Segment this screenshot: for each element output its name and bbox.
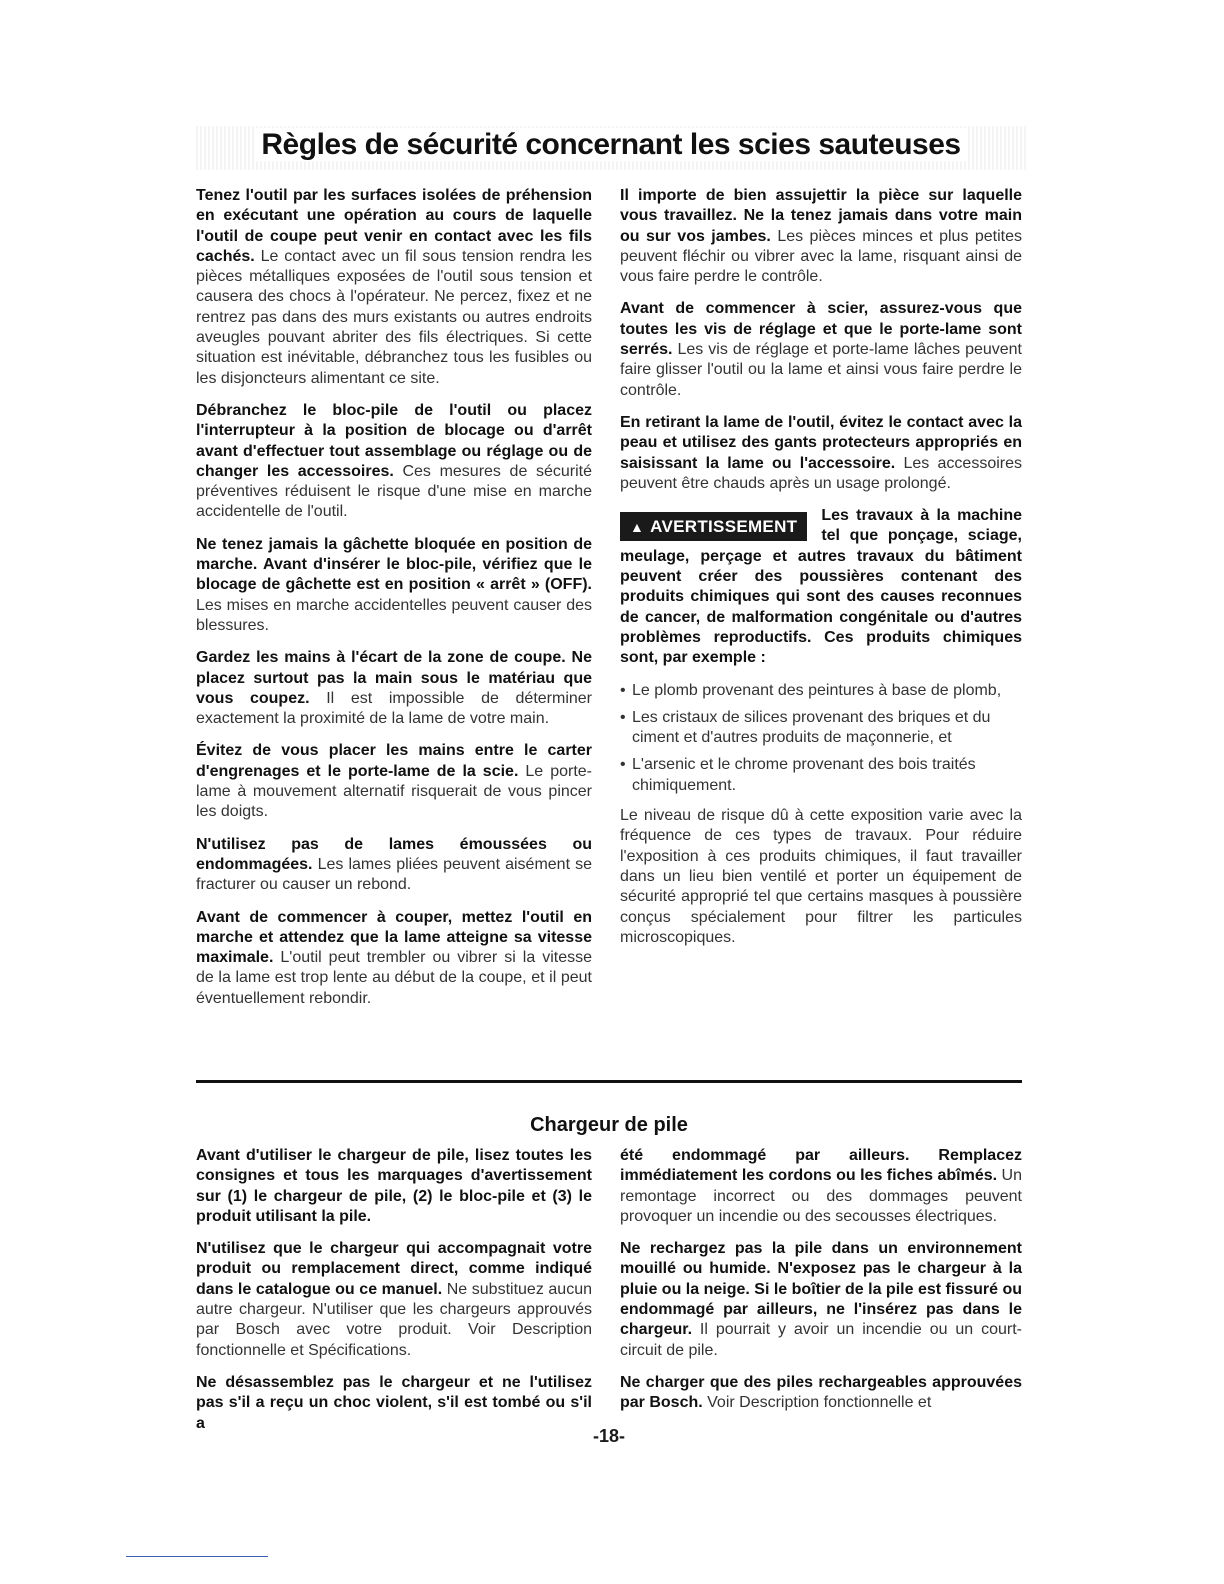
paragraph: été endommagé par ailleurs. Remplacez immédiatement les cordons ou les fiches abîmés. Un remontage incorrect ou des dommages peuvent provoquer un incendie ou des secousses électriques. bbox=[620, 1147, 1023, 1225]
paragraph: Débranchez le bloc-pile de l'outil ou placez l'interrupteur à la position de blocage ou d'arrêt avant d'effectuer tout assemblage ou réglage ou de changer les accessoires. Ces mesures de sécurité préventives réduisent le risque d'une mise en marche accidentelle de l'outil. bbox=[196, 401, 593, 521]
paragraph: N'utilisez que le chargeur qui accompagnait votre produit ou remplacement direct, comme indiqué dans le catalogue ou ce manuel. Ne substituez aucun autre chargeur. N'utiliser que les chargeurs approuvés par Bosch avec votre produit. Voir Description fonctionnelle et Spécifications. bbox=[196, 1240, 593, 1359]
paragraph: Avant de commencer à scier, assurez-vous que toutes les vis de réglage et que le porte-lame sont serrés. Les vis de réglage et porte-lame lâches peuvent faire glisser l'outil ou la lame et ainsi vous faire perdre le contrôle. bbox=[620, 300, 1022, 399]
section-divider bbox=[196, 1080, 1022, 1083]
warning-triangle-icon: ▲ bbox=[630, 519, 645, 536]
footer-line bbox=[126, 1556, 268, 1557]
paragraph: N'utilisez pas de lames émoussées ou endommagées. Les lames pliées peuvent aisément se fracturer ou causer un rebond. bbox=[196, 835, 592, 894]
paragraph: En retirant la lame de l'outil, évitez le contact avec la peau et utilisez des gants protecteurs appropriés en saisissant la lame ou l'accessoire. Les accessoires peuvent être chauds après un usage prolongé. bbox=[620, 413, 1022, 492]
paragraph: Ne rechargez pas la pile dans un environnement mouillé ou humide. N'exposez pas le chargeur à la pluie ou la neige. Si le boîtier de la pile est fissuré ou endommagé par ailleurs, ne l'insérez pas dans le chargeur. Il pourrait y avoir un incendie ou un court-circuit de pile. bbox=[620, 1240, 1022, 1359]
paragraph: Tenez l'outil par les surfaces isolées de préhension en exécutant une opération au cours de laquelle l'outil de coupe peut venir en contact avec les fils cachés. Le contact avec un fil sous tension rendra les pièces métalliques exposées de l'outil sous tension et causera des chocs à l'opérateur. Ne percez, fixez et ne rentrez pas dans des murs existants ou autres endroits aveugles pouvant abriter des fils électriques. Si cette situation est inévitable, débranchez tous les fusibles ou les disjoncteurs alimentant ce site. bbox=[196, 187, 592, 387]
warning-closing: Le niveau de risque dû à cette exposition varie avec la fréquence de ces types de travaux. Pour réduire l'exposition à ces produits chimiques, il faut travailler dans un lieu bien ventilé et porter un équipement de sécurité approprié tel que certains masques à poussière conçus spécialement pour filtrer les particules microscopiques. bbox=[620, 807, 1022, 946]
warning-badge: ▲ AVERTISSEMENT bbox=[620, 512, 807, 541]
list-item: • L'arsenic et le chrome provenant des bois traités chimiquement. bbox=[620, 755, 1022, 796]
paragraph: Il importe de bien assujettir la pièce sur laquelle vous travaillez. Ne la tenez jamais dans votre main ou sur vos jambes. Les pièces minces et plus petites peuvent fléchir ou vibrer avec la lame, risquant ainsi de vous faire perdre le contrôle. bbox=[620, 187, 1023, 286]
paragraph: Gardez les mains à l'écart de la zone de coupe. Ne placez surtout pas la main sous le matériau que vous coupez. Il est impossible de déterminer exactement la proximité de la lame de votre main. bbox=[196, 649, 592, 728]
charger-left-column bbox=[196, 1146, 592, 1446]
paragraph: Ne charger que des piles rechargeables approuvées par Bosch. Voir Description fonctionnelle et bbox=[620, 1373, 1022, 1412]
section-title: Chargeur de pile bbox=[530, 1114, 688, 1136]
right-column bbox=[620, 186, 1022, 960]
page-title: Règles de sécurité concernant les scies sauteuses bbox=[196, 128, 1026, 162]
paragraph: Avant de commencer à couper, mettez l'outil en marche et attendez que la lame atteigne sa vitesse maximale. L'outil peut trembler ou vibrer si la vitesse de la lame est trop lente au début de la coupe, et il peut éventuellement rebondir. bbox=[196, 908, 592, 1007]
paragraph: Évitez de vous placer les mains entre le carter d'engrenages et le porte-lame de la scie. Le porte-lame à mouvement alternatif risquerait de vous pincer les doigts. bbox=[196, 742, 593, 821]
warning-paragraph: ▲ AVERTISSEMENT Les travaux à la machine tel que ponçage, sciage, meulage, perçage et autres travaux du bâtiment peuvent créer des poussières contenant des produits chimiques qui sont des causes reconnues de cancer, de malformation congénitale ou d'autres problèmes reproductifs. Ces produits chimiques sont, par exemple : bbox=[620, 507, 1022, 667]
paragraph: Avant d'utiliser le chargeur de pile, lisez toutes les consignes et tous les marquages d'avertissement sur (1) le chargeur de pile, (2) le bloc-pile et (3) le produit utilisant la pile. bbox=[196, 1147, 592, 1225]
list-item: • Les cristaux de silices provenant des briques et du ciment et d'autres produits de maçonnerie, et bbox=[620, 708, 1022, 749]
paragraph: Ne tenez jamais la gâchette bloquée en position de marche. Avant d'insérer le bloc-pile, vérifiez que le blocage de gâchette est en position « arrêt » (OFF). Les mises en marche accidentelles peuvent causer des blessures. bbox=[196, 535, 592, 634]
paragraph: Ne désassemblez pas le chargeur et ne l'utilisez pas s'il a reçu un choc violent, s'il est tombé ou s'il a bbox=[196, 1373, 592, 1432]
bullet-list bbox=[620, 681, 1022, 796]
list-item: • Le plomb provenant des peintures à base de plomb, bbox=[620, 681, 1022, 701]
charger-right-column bbox=[620, 1146, 1022, 1426]
left-column bbox=[196, 186, 592, 1021]
page-number: -18- bbox=[592, 1426, 625, 1446]
warning-block bbox=[620, 506, 1022, 680]
